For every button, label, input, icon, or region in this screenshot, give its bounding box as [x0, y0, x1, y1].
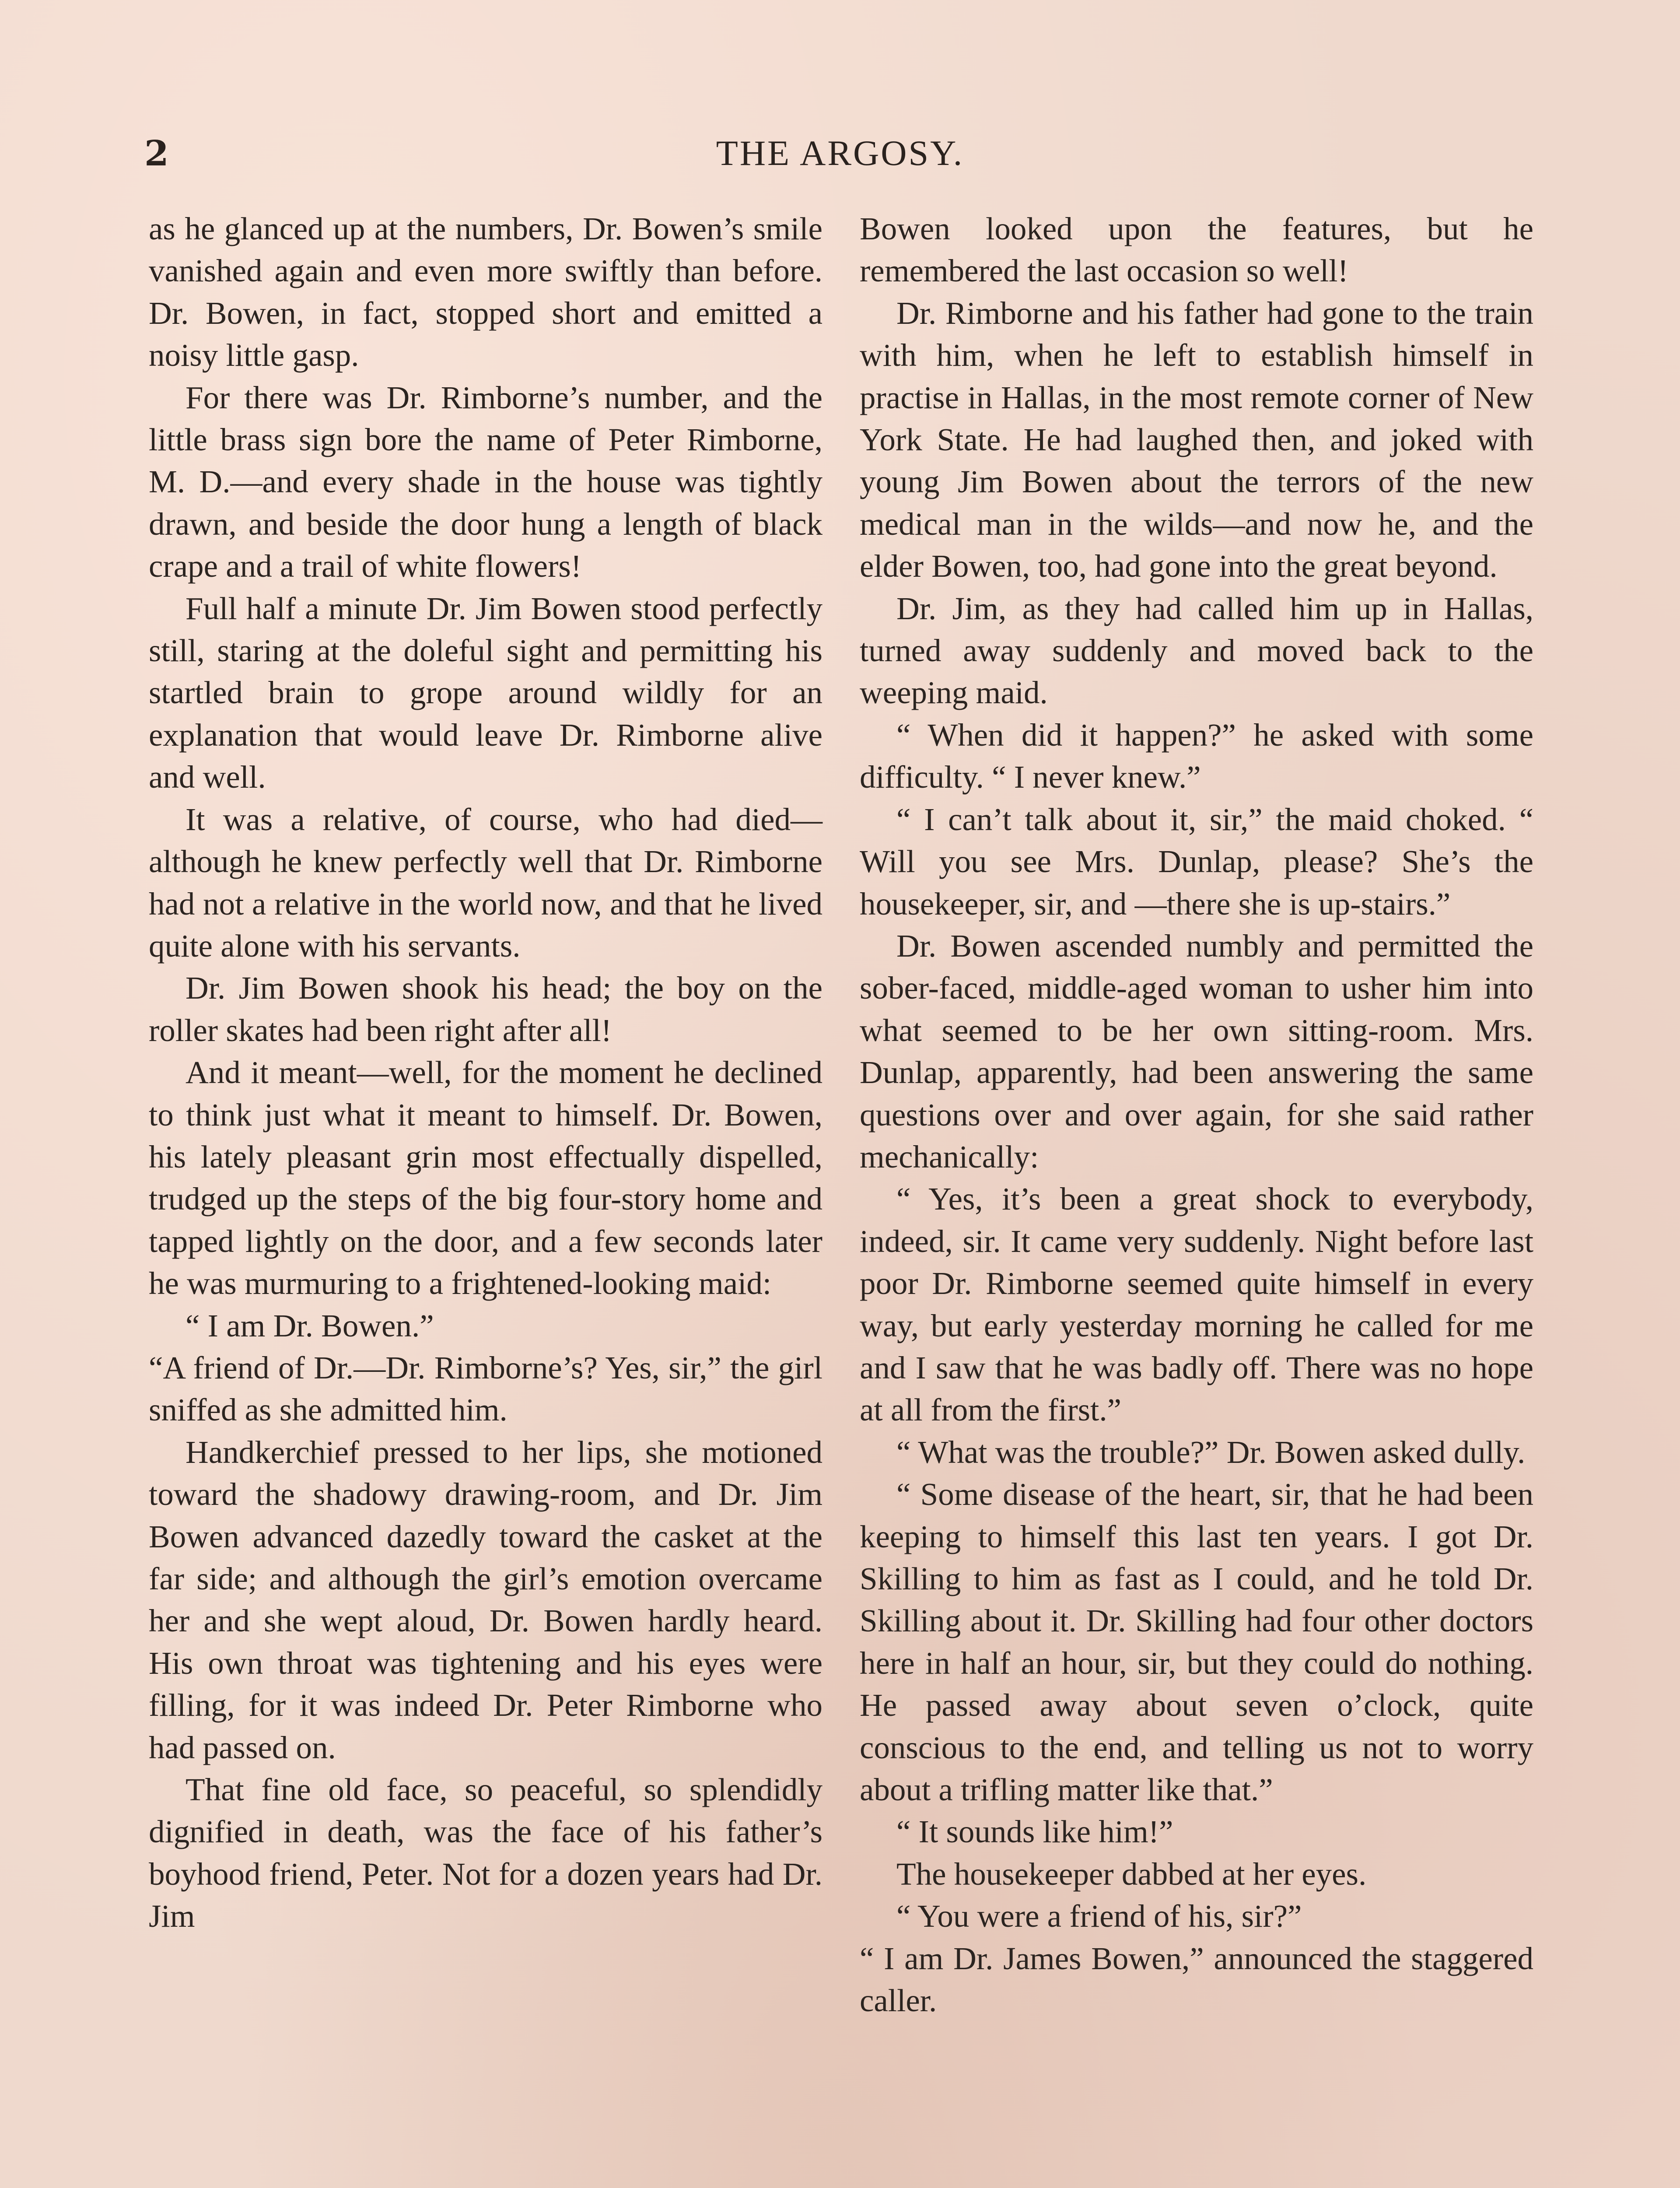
paragraph: For there was Dr. Rimborne’s number, and the little brass sign bore the name of Peter Rimborne, M. D.—and every shade in the house was tightly drawn, and beside the door hung a length of black crape and a trail of white flowers! [149, 379, 822, 584]
paragraph: “ Yes, it’s been a great shock to everybody, indeed, sir. It came very suddenly. Night before last poor Dr. Rimborne seemed quite himself in every way, but early yesterday morning he called for me and I saw that he was badly off. There was no hope at all from the first.” [860, 1181, 1533, 1428]
paragraph: Bowen looked upon the features, but he remembered the last occasion so well! [860, 211, 1533, 289]
paragraph: “A friend of Dr.—Dr. Rimborne’s? Yes, sir,” the girl sniffed as she admitted him. [149, 1350, 822, 1428]
paragraph: The housekeeper dabbed at her eyes. [896, 1856, 1367, 1892]
left-column [149, 208, 822, 1938]
paragraph: “ I am Dr. James Bowen,” announced the staggered caller. [860, 1940, 1533, 2019]
running-head [144, 129, 1536, 177]
paragraph: It was a relative, of course, who had died—although he knew perfectly well that Dr. Rimborne had not a relative in the world now, and that he lived quite alone with his servants. [149, 801, 822, 964]
paragraph: “ It sounds like him!” [896, 1814, 1173, 1850]
paragraph: “ You were a friend of his, sir?” [896, 1898, 1302, 1934]
paragraph: “ What was the trouble?” Dr. Bowen asked dully. [896, 1434, 1526, 1470]
paragraph: Full half a minute Dr. Jim Bowen stood perfectly still, staring at the doleful sight and permitting his startled brain to grope around wildly for an explanation that would leave Dr. Rimborne alive and well. [149, 590, 822, 795]
right-column [860, 208, 1533, 2022]
paragraph: Dr. Jim, as they had called him up in Hallas, turned away suddenly and moved back to the weeping maid. [860, 590, 1533, 711]
paragraph: as he glanced up at the numbers, Dr. Bowen’s smile vanished again and even more swiftly than before. Dr. Bowen, in fact, stopped short and emitted a noisy little gasp. [149, 211, 822, 373]
paragraph: “ I can’t talk about it, sir,” the maid choked. “ Will you see Mrs. Dunlap, please? She’s the housekeeper, sir, and —there she is up-stairs.” [860, 801, 1533, 922]
paragraph: “ Some disease of the heart, sir, that he had been keeping to himself this last ten years. I got Dr. Skilling to him as fast as I could, and he told Dr. Skilling about it. Dr. Skilling had four other doctors here in half an hour, sir, but they could do nothing. He passed away about seven o’clock, quite conscious to the end, and telling us not to worry about a trifling matter like that.” [860, 1476, 1533, 1808]
paragraph: “ When did it happen?” he asked with some difficulty. “ I never knew.” [860, 717, 1533, 795]
paragraph: That fine old face, so peaceful, so splendidly dignified in death, was the face of his father’s boyhood friend, Peter. Not for a dozen years had Dr. Jim [149, 1772, 822, 1934]
paragraph: Dr. Bowen ascended numbly and permitted the sober-faced, middle-aged woman to usher him into what seemed to be her own sitting-room. Mrs. Dunlap, apparently, had been answering the same questions over and over again, for she said rather mechanically: [860, 928, 1533, 1175]
paragraph: Dr. Rimborne and his father had gone to the train with him, when he left to establish himself in practise in Hallas, in the most remote corner of New York State. He had laughed then, and joked with young Jim Bowen about the terrors of the new medical man in the wilds—and now he, and the elder Bowen, too, had gone into the great beyond. [860, 295, 1533, 584]
paragraph: Dr. Jim Bowen shook his head; the boy on the roller skates had been right after all! [149, 970, 822, 1048]
paragraph: “ I am Dr. Bowen.” [186, 1308, 434, 1343]
magazine-title: THE ARGOSY. [716, 133, 964, 173]
paragraph: And it meant—well, for the moment he declined to think just what it meant to himself. Dr. Bowen, his lately pleasant grin most effectually dispelled, trudged up the steps of the big four-story home and tapped lightly on the door, and a few seconds later he was murmuring to a frightened-looking maid: [149, 1055, 822, 1301]
paragraph: Handkerchief pressed to her lips, she motioned toward the shadowy drawing-room, and Dr. Jim Bowen advanced dazedly toward the casket at the far side; and although the girl’s emotion overcame her and she wept aloud, Dr. Bowen hardly heard. His own throat was tightening and his eyes were filling, for it was indeed Dr. Peter Rimborne who had passed on. [149, 1434, 822, 1765]
page-number: 2 [144, 133, 169, 174]
